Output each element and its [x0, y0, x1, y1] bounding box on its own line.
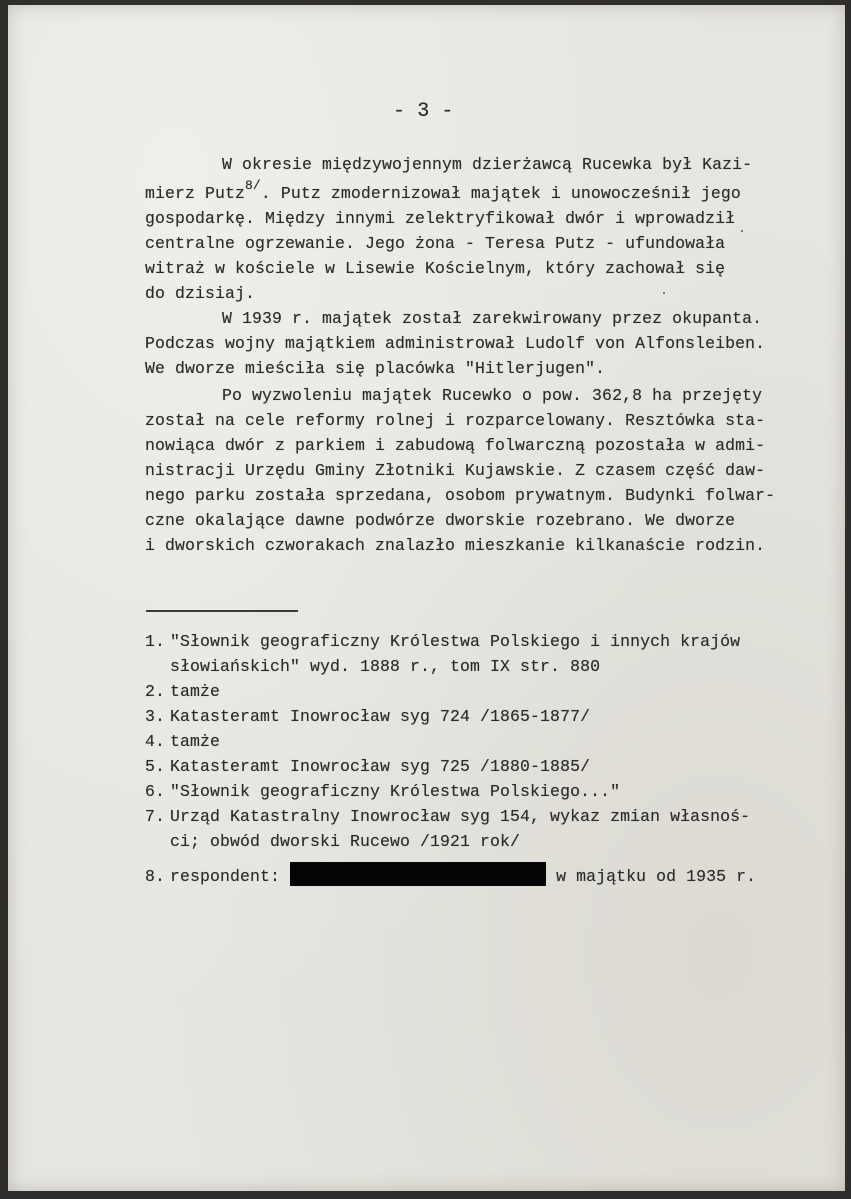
footnote-7: 7. Urząd Katastralny Inowrocław syg 154, wykaz zmian własnoś-: [145, 807, 751, 826]
footnote-7-cont: ci; obwód dworski Rucewo /1921 rok/: [170, 832, 521, 851]
page-number: - 3 -: [393, 100, 454, 123]
footnote-8: 8. respondent: w majątku od 1935 r.: [145, 862, 756, 886]
scan-speck: [741, 230, 743, 232]
body-line-3: gospodarkę. Między innymi zelektryfikował dwór i wprowadził: [145, 209, 736, 228]
footnote-3: 3. Katasteramt Inowrocław syg 724 /1865-1877/: [145, 707, 591, 726]
footnote-separator: [146, 610, 298, 612]
body-line-12: nowiąca dwór z parkiem i zabudową folwarczną pozostała w admi-: [145, 436, 766, 455]
body-line-7: W 1939 r. majątek został zarekwirowany przez okupanta.: [222, 309, 763, 328]
body-line-2: mierz Putz$^{8/}$. Putz zmodernizował majątek i unowocześnił jego: [145, 178, 741, 203]
body-line-15: czne okalające dawne podwórze dworskie rozebrano. We dworze: [145, 511, 736, 530]
redaction-bar: [290, 862, 546, 886]
footnote-4: 4. tamże: [145, 732, 221, 751]
footnote-5: 5. Katasteramt Inowrocław syg 725 /1880-1885/: [145, 757, 591, 776]
body-line-9: We dworze mieściła się placówka "Hitlerjugen".: [145, 359, 606, 378]
body-line-8: Podczas wojny majątkiem administrował Ludolf von Alfonsleiben.: [145, 334, 766, 353]
footnote-ref-8: 8/: [245, 178, 261, 193]
body-line-11: został na cele reformy rolnej i rozparcelowany. Resztówka sta-: [145, 411, 766, 430]
footnote-1-cont: słowiańskich" wyd. 1888 r., tom IX str. 880: [170, 657, 601, 676]
footnote-1: 1. "Słownik geograficzny Królestwa Polskiego i innych krajów: [145, 632, 741, 651]
body-line-10: Po wyzwoleniu majątek Rucewko o pow. 362,8 ha przejęty: [222, 386, 763, 405]
body-line-14: nego parku została sprzedana, osobom prywatnym. Budynki folwar-: [145, 486, 776, 505]
body-line-13: nistracji Urzędu Gminy Złotniki Kujawskie. Z czasem część daw-: [145, 461, 766, 480]
body-line-6: do dzisiaj.: [145, 284, 256, 303]
scan-speck: [663, 292, 665, 294]
body-line-16: i dworskich czworakach znalazło mieszkanie kilkanaście rodzin.: [145, 536, 766, 555]
body-line-5: witraż w kościele w Lisewie Kościelnym, który zachował się: [145, 259, 726, 278]
body-line-1: W okresie międzywojennym dzierżawcą Rucewka był Kazi-: [222, 155, 753, 174]
document-page: [8, 5, 845, 1191]
body-line-4: centralne ogrzewanie. Jego żona - Teresa Putz - ufundowała: [145, 234, 726, 253]
footnote-2: 2. tamże: [145, 682, 221, 701]
footnote-6: 6. "Słownik geograficzny Królestwa Polskiego...": [145, 782, 621, 801]
